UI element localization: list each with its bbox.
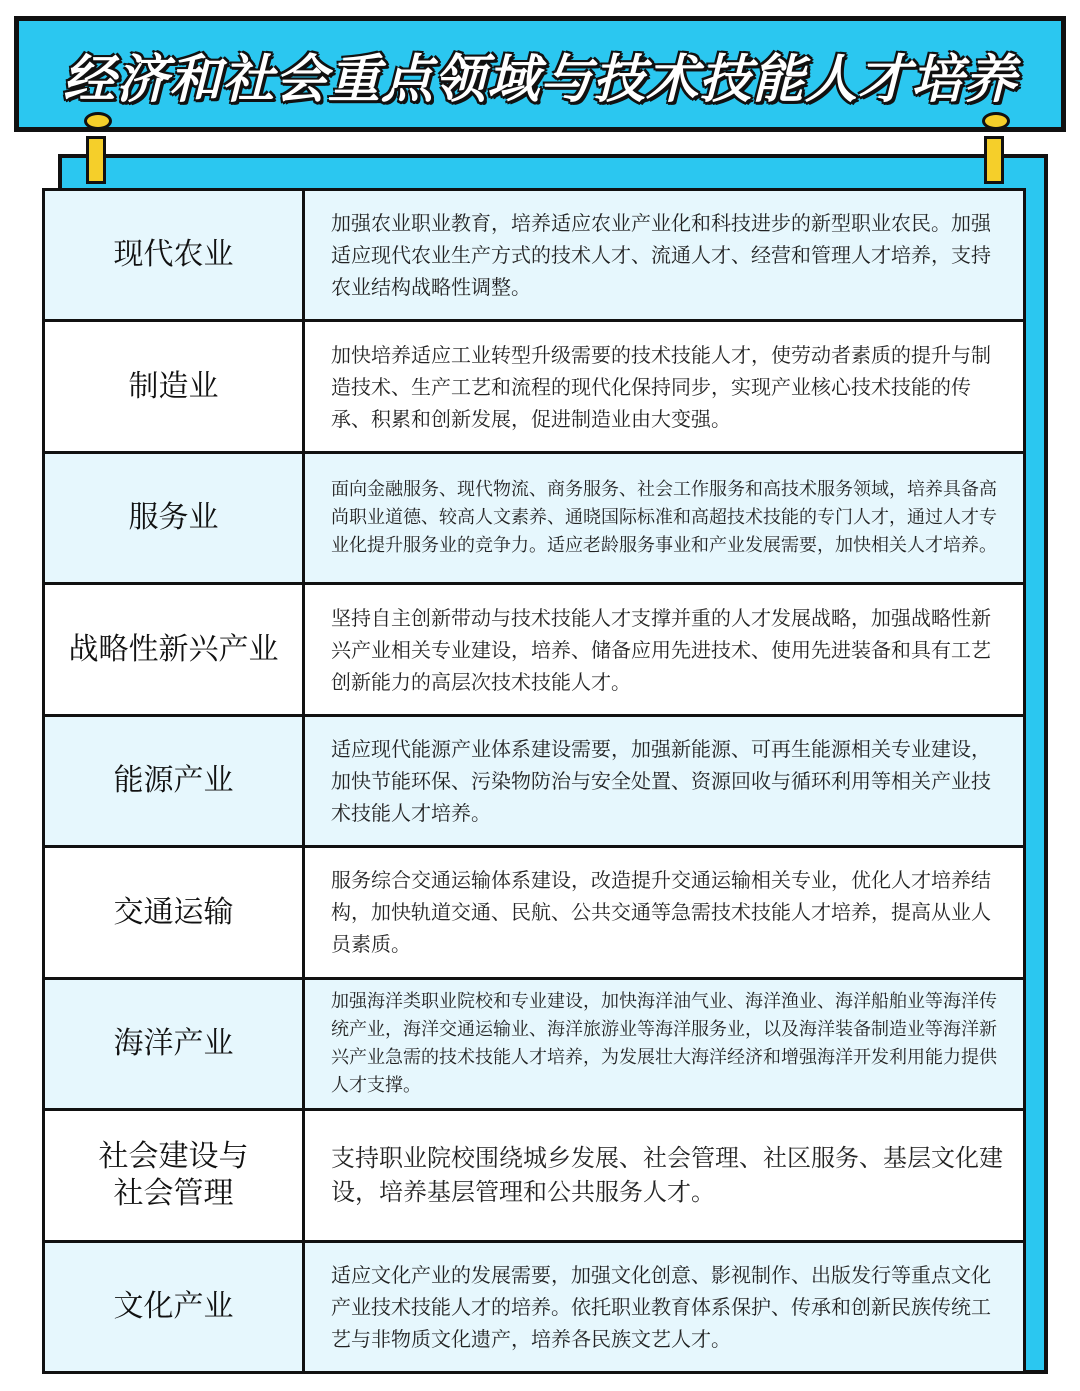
row-category: 交通运输 — [45, 848, 305, 976]
table-row — [45, 848, 1023, 979]
left-post — [86, 136, 106, 184]
row-category: 社会建设与 社会管理 — [45, 1111, 305, 1239]
row-category: 能源产业 — [45, 717, 305, 845]
row-category: 现代农业 — [45, 191, 305, 319]
row-description: 加强海洋类职业院校和专业建设，加快海洋油气业、海洋渔业、海洋船舶业等海洋传统产业，海洋交通运输业、海洋旅游业等海洋服务业，以及海洋装备制造业等海洋新兴产业急需的技术技能人才培养，为发展壮大海洋经济和增强海洋开发利用能力提供人才支撑。 — [331, 990, 997, 1096]
table-row — [45, 1111, 1023, 1242]
left-ring — [84, 112, 112, 130]
right-post — [984, 136, 1004, 184]
row-description: 支持职业院校围绕城乡发展、社会管理、社区服务、基层文化建设，培养基层管理和公共服务人才。 — [331, 1144, 1003, 1207]
table-row — [45, 717, 1023, 848]
table-row — [45, 585, 1023, 716]
row-category: 战略性新兴产业 — [45, 585, 305, 713]
row-description: 适应文化产业的发展需要，加强文化创意、影视制作、出版发行等重点文化产业技术技能人才的培养。依托职业教育体系保护、传承和创新民族传统工艺与非物质文化遗产，培养各民族文艺人才。 — [331, 1262, 991, 1351]
table-row — [45, 980, 1023, 1111]
row-description: 坚持自主创新带动与技术技能人才支撑并重的人才发展战略，加强战略性新兴产业相关专业建设，培养、储备应用先进技术、使用先进装备和具有工艺创新能力的高层次技术技能人才。 — [331, 605, 991, 694]
row-category: 文化产业 — [45, 1243, 305, 1371]
page-title: 经济和社会重点领域与技术技能人才培养 — [62, 49, 1017, 110]
row-category: 海洋产业 — [45, 980, 305, 1108]
talent-table — [42, 188, 1026, 1374]
table-row — [45, 454, 1023, 585]
row-description: 面向金融服务、现代物流、商务服务、社会工作服务和高技术服务领域，培养具备高尚职业道德、较高人文素养、通晓国际标准和高超技术技能的专门人才，通过人才专业化提升服务业的竞争力。适应老龄服务事业和产业发展需要，加快相关人才培养。 — [331, 479, 997, 557]
row-category: 制造业 — [45, 322, 305, 450]
row-description: 服务综合交通运输体系建设，改造提升交通运输相关专业，优化人才培养结构，加快轨道交通、民航、公共交通等急需技术技能人才培养，提高从业人员素质。 — [331, 868, 991, 957]
table-row — [45, 322, 1023, 453]
row-description: 适应现代能源产业体系建设需要，加强新能源、可再生能源相关专业建设，加快节能环保、污染物防治与安全处置、资源回收与循环利用等相关产业技术技能人才培养。 — [331, 736, 991, 825]
right-ring — [982, 112, 1010, 130]
table-row — [45, 1243, 1023, 1371]
table-row — [45, 191, 1023, 322]
row-category: 服务业 — [45, 454, 305, 582]
row-description: 加强农业职业教育，培养适应农业产业化和科技进步的新型职业农民。加强适应现代农业生产方式的技术人才、流通人才、经营和管理人才培养，支持农业结构战略性调整。 — [331, 211, 991, 300]
row-description: 加快培养适应工业转型升级需要的技术技能人才，使劳动者素质的提升与制造技术、生产工艺和流程的现代化保持同步，实现产业核心技术技能的传承、积累和创新发展，促进制造业由大变强。 — [331, 342, 991, 431]
title-banner — [14, 16, 1066, 132]
